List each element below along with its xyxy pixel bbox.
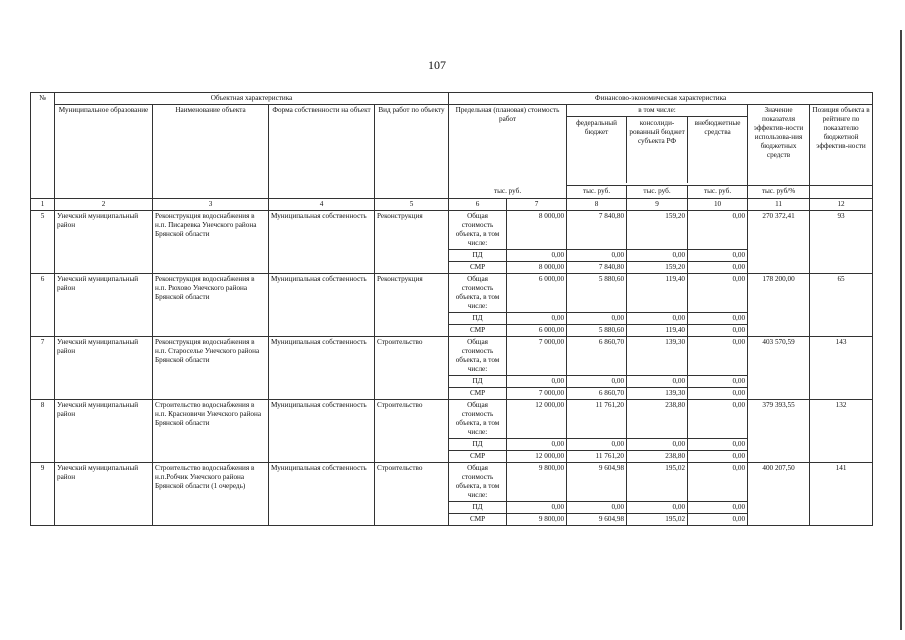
col-number: 2 [55, 199, 153, 211]
row-smr-federal: 6 860,70 [567, 388, 627, 400]
table-row [31, 211, 873, 250]
row-pd-consolidated: 0,00 [627, 313, 688, 325]
row-total-label: Общая стоимость объекта, в том числе: [449, 400, 507, 439]
row-pd-cost: 0,00 [507, 502, 567, 514]
row-total-label: Общая стоимость объекта, в том числе: [449, 463, 507, 502]
row-municipality: Унечский муниципальный район [55, 400, 153, 463]
row-position: 141 [810, 463, 873, 526]
row-smr-consolidated: 159,20 [627, 262, 688, 274]
row-smr-extrabudget: 0,00 [688, 514, 748, 526]
row-smr-label: СМР [449, 451, 507, 463]
col-number: 5 [375, 199, 449, 211]
header-including-cell [567, 105, 748, 186]
row-ownership: Муниципальная собственность [269, 274, 375, 337]
col-number: 1 [31, 199, 55, 211]
row-pd-extrabudget: 0,00 [688, 313, 748, 325]
header-row-groups [31, 93, 873, 105]
row-smr-consolidated: 195,02 [627, 514, 688, 526]
row-total-consolidated: 238,80 [627, 400, 688, 439]
row-smr-extrabudget: 0,00 [688, 262, 748, 274]
row-smr-federal: 11 761,20 [567, 451, 627, 463]
row-smr-consolidated: 238,80 [627, 451, 688, 463]
row-pd-extrabudget: 0,00 [688, 250, 748, 262]
header-ownership: Форма собственности на объект [269, 105, 375, 199]
header-including: в том числе: [567, 105, 747, 117]
row-total-extrabudget: 0,00 [688, 337, 748, 376]
header-work-type: Вид работ по объекту [375, 105, 449, 199]
row-smr-consolidated: 119,40 [627, 325, 688, 337]
unit-federal: тыс. руб. [567, 186, 627, 199]
row-pd-federal: 0,00 [567, 376, 627, 388]
col-number: 3 [153, 199, 269, 211]
row-object-name: Реконструкция водоснабжения в н.п. Староселье Унечского района Брянской области [153, 337, 269, 400]
row-object-name: Реконструкция водоснабжения в н.п. Рюхово Унечского района Брянской области [153, 274, 269, 337]
row-indicator: 178 200,00 [748, 274, 810, 337]
unit-position-empty [810, 186, 873, 199]
col-number: 10 [688, 199, 748, 211]
row-pd-label: ПД [449, 439, 507, 451]
page-number: 107 [428, 58, 446, 72]
row-ownership: Муниципальная собственность [269, 211, 375, 274]
row-pd-federal: 0,00 [567, 439, 627, 451]
row-smr-extrabudget: 0,00 [688, 325, 748, 337]
row-municipality: Унечский муниципальный район [55, 463, 153, 526]
row-pd-label: ПД [449, 313, 507, 325]
row-municipality: Унечский муниципальный район [55, 337, 153, 400]
col-number: 8 [567, 199, 627, 211]
row-pd-consolidated: 0,00 [627, 502, 688, 514]
row-total-federal: 9 604,98 [567, 463, 627, 502]
header-consolidated: консолиди-рованный бюджет субъекта РФ [627, 117, 688, 183]
row-total-federal: 11 761,20 [567, 400, 627, 439]
row-smr-cost: 7 000,00 [507, 388, 567, 400]
row-smr-federal: 9 604,98 [567, 514, 627, 526]
header-cost: Предельная (плановая) стоимость работ [449, 105, 567, 186]
col-number: 4 [269, 199, 375, 211]
row-number: 7 [31, 337, 55, 400]
row-pd-label: ПД [449, 502, 507, 514]
col-number: 6 [449, 199, 507, 211]
row-total-label: Общая стоимость объекта, в том числе: [449, 274, 507, 313]
row-municipality: Унечский муниципальный район [55, 211, 153, 274]
row-smr-extrabudget: 0,00 [688, 451, 748, 463]
col-number: 11 [748, 199, 810, 211]
table-row [31, 463, 873, 502]
row-indicator: 379 393,55 [748, 400, 810, 463]
row-smr-extrabudget: 0,00 [688, 388, 748, 400]
row-pd-extrabudget: 0,00 [688, 439, 748, 451]
row-work-type: Строительство [375, 463, 449, 526]
row-smr-label: СМР [449, 262, 507, 274]
row-smr-federal: 5 880,60 [567, 325, 627, 337]
row-position: 65 [810, 274, 873, 337]
row-total-federal: 7 840,80 [567, 211, 627, 250]
row-smr-label: СМР [449, 388, 507, 400]
object-table [30, 92, 873, 526]
row-indicator: 270 372,41 [748, 211, 810, 274]
row-object-name: Строительство водоснабжения в н.п.Робчик Унечского района Брянской области (1 очередь) [153, 463, 269, 526]
row-pd-cost: 0,00 [507, 439, 567, 451]
row-position: 93 [810, 211, 873, 274]
row-smr-cost: 8 000,00 [507, 262, 567, 274]
unit-cost: тыс. руб. [449, 186, 567, 199]
row-total-consolidated: 119,40 [627, 274, 688, 313]
row-total-cost: 6 000,00 [507, 274, 567, 313]
row-work-type: Реконструкция [375, 274, 449, 337]
header-municipality: Муниципальное образование [55, 105, 153, 199]
row-total-label: Общая стоимость объекта, в том числе: [449, 211, 507, 250]
row-total-federal: 5 880,60 [567, 274, 627, 313]
unit-extrabudget: тыс. руб. [688, 186, 748, 199]
row-indicator: 400 207,50 [748, 463, 810, 526]
row-smr-label: СМР [449, 514, 507, 526]
row-work-type: Строительство [375, 337, 449, 400]
table-row [31, 274, 873, 313]
row-total-extrabudget: 0,00 [688, 274, 748, 313]
unit-consolidated: тыс. руб. [627, 186, 688, 199]
row-pd-consolidated: 0,00 [627, 250, 688, 262]
row-pd-cost: 0,00 [507, 376, 567, 388]
row-ownership: Муниципальная собственность [269, 400, 375, 463]
row-total-federal: 6 860,70 [567, 337, 627, 376]
header-finance-group: Финансово-экономическая характеристика [449, 93, 873, 105]
row-number: 9 [31, 463, 55, 526]
header-row-columns [31, 105, 873, 186]
row-smr-cost: 9 800,00 [507, 514, 567, 526]
row-total-consolidated: 139,30 [627, 337, 688, 376]
header-object-name: Наименование объекта [153, 105, 269, 199]
header-position: Позиция объекта в рейтинге по показателю бюджетной эффектив-ности [810, 105, 873, 186]
row-total-extrabudget: 0,00 [688, 211, 748, 250]
row-pd-cost: 0,00 [507, 313, 567, 325]
unit-indicator: тыс. руб/% [748, 186, 810, 199]
row-total-cost: 9 800,00 [507, 463, 567, 502]
row-object-name: Строительство водоснабжения в н.п. Красновичи Унечского района Брянской области [153, 400, 269, 463]
header-extrabudget: внебюджетные средства [694, 119, 741, 136]
row-smr-cost: 12 000,00 [507, 451, 567, 463]
row-pd-label: ПД [449, 376, 507, 388]
header-federal: федеральный бюджет [567, 117, 627, 183]
row-smr-label: СМР [449, 325, 507, 337]
col-number: 12 [810, 199, 873, 211]
row-pd-federal: 0,00 [567, 250, 627, 262]
table-row [31, 337, 873, 376]
col-number: 9 [627, 199, 688, 211]
row-pd-consolidated: 0,00 [627, 376, 688, 388]
row-total-cost: 8 000,00 [507, 211, 567, 250]
row-total-consolidated: 159,20 [627, 211, 688, 250]
row-pd-cost: 0,00 [507, 250, 567, 262]
row-pd-federal: 0,00 [567, 313, 627, 325]
header-indicator: Значение показателя эффектив-ности использова-ния бюджетных средств [748, 105, 810, 186]
row-total-label: Общая стоимость объекта, в том числе: [449, 337, 507, 376]
row-municipality: Унечский муниципальный район [55, 274, 153, 337]
header-num: № [31, 93, 55, 199]
page-edge-shadow [900, 30, 902, 630]
row-number: 5 [31, 211, 55, 274]
row-number: 8 [31, 400, 55, 463]
row-work-type: Реконструкция [375, 211, 449, 274]
header-object-group: Объектная характеристика [55, 93, 449, 105]
row-pd-label: ПД [449, 250, 507, 262]
row-total-cost: 12 000,00 [507, 400, 567, 439]
row-smr-cost: 6 000,00 [507, 325, 567, 337]
row-object-name: Реконструкция водоснабжения в н.п. Писаревка Унечского района Брянской области [153, 211, 269, 274]
row-pd-extrabudget: 0,00 [688, 502, 748, 514]
row-total-extrabudget: 0,00 [688, 463, 748, 502]
row-position: 143 [810, 337, 873, 400]
row-total-cost: 7 000,00 [507, 337, 567, 376]
row-pd-extrabudget: 0,00 [688, 376, 748, 388]
row-number: 6 [31, 274, 55, 337]
row-work-type: Строительство [375, 400, 449, 463]
row-smr-consolidated: 139,30 [627, 388, 688, 400]
row-indicator: 403 570,59 [748, 337, 810, 400]
row-ownership: Муниципальная собственность [269, 337, 375, 400]
column-numbers-row [31, 199, 873, 211]
row-smr-federal: 7 840,80 [567, 262, 627, 274]
row-total-consolidated: 195,02 [627, 463, 688, 502]
row-pd-federal: 0,00 [567, 502, 627, 514]
row-total-extrabudget: 0,00 [688, 400, 748, 439]
row-ownership: Муниципальная собственность [269, 463, 375, 526]
table-row [31, 400, 873, 439]
col-number: 7 [507, 199, 567, 211]
row-pd-consolidated: 0,00 [627, 439, 688, 451]
row-position: 132 [810, 400, 873, 463]
